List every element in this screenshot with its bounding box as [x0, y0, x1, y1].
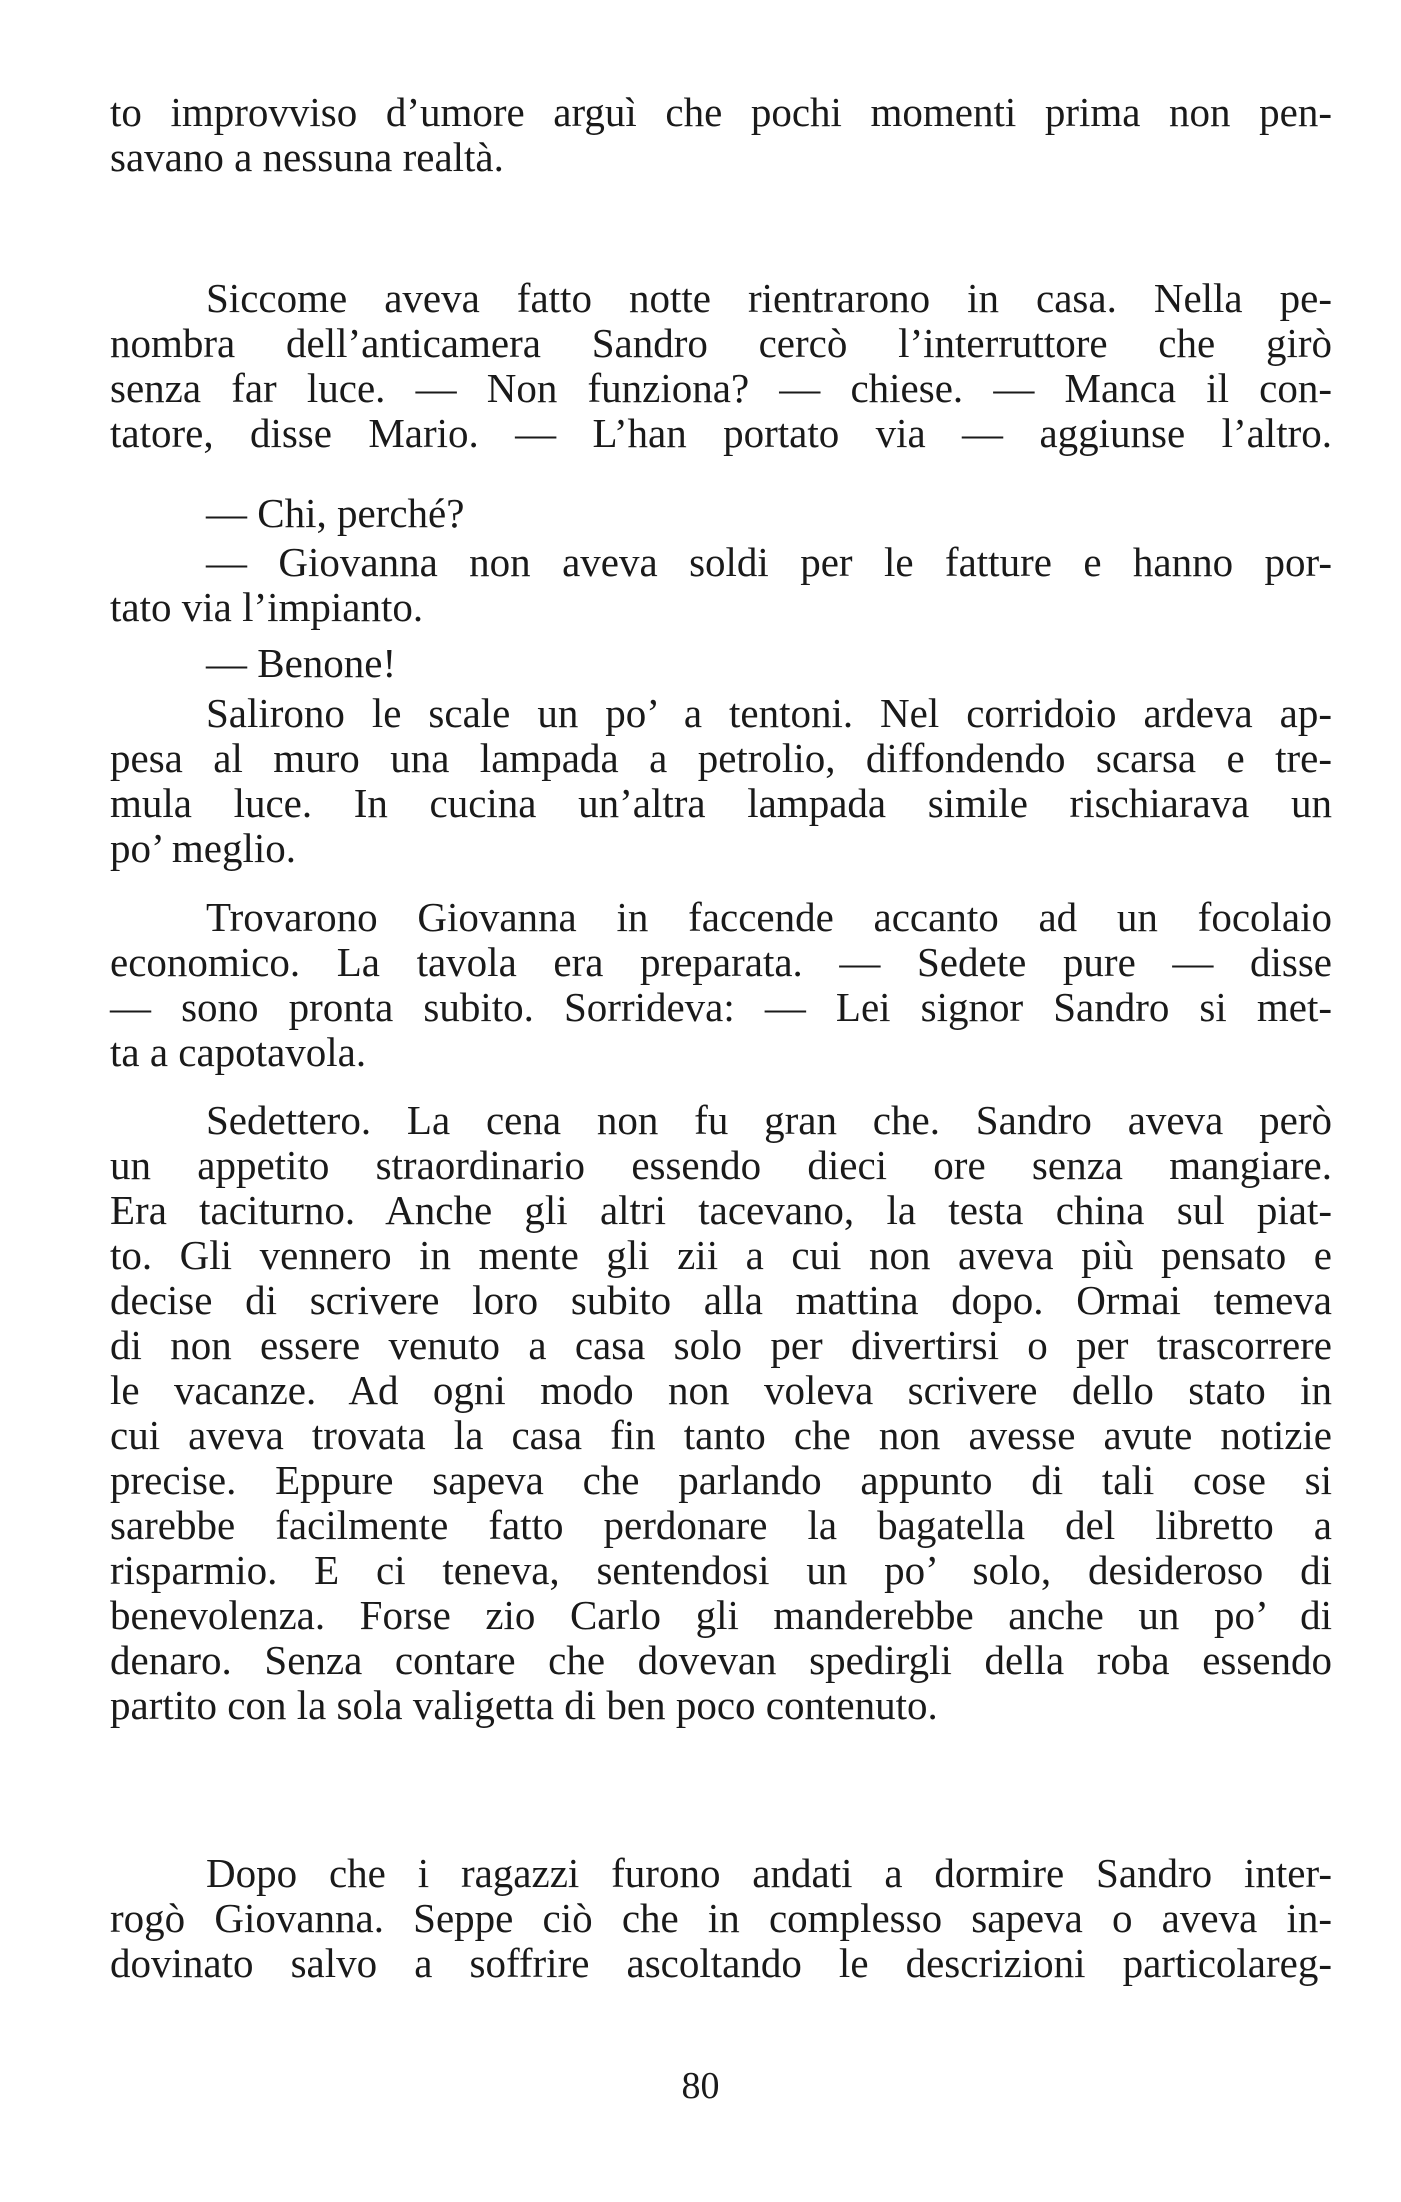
- text-line: tato via l’impianto.: [110, 584, 424, 630]
- paragraph: [110, 540, 1332, 630]
- text-line: un appetito straordinario essendo dieci ore senza mangiare.: [110, 1142, 1332, 1188]
- page-number: 80: [681, 2065, 720, 2107]
- text-line: — Benone!: [206, 640, 397, 686]
- text-line: cui aveva trovata la casa fin tanto che non avesse avute notizie: [110, 1412, 1332, 1458]
- paragraph: [110, 691, 1332, 871]
- text-line: — sono pronta subito. Sorrideva: — Lei signor Sandro si met-: [110, 984, 1332, 1030]
- text-line: — Chi, perché?: [206, 490, 465, 536]
- text-line: denaro. Senza contare che dovevan spedirgli della roba essendo: [110, 1637, 1332, 1683]
- paragraph: [110, 1098, 1332, 1728]
- paragraph: [110, 90, 1332, 180]
- text-line: decise di scrivere loro subito alla mattina dopo. Ormai temeva: [110, 1277, 1332, 1323]
- text-line: tatore, disse Mario. — L’han portato via — aggiunse l’altro.: [110, 410, 1332, 456]
- text-line: le vacanze. Ad ogni modo non voleva scrivere dello stato in: [110, 1367, 1332, 1413]
- text-line: to improvviso d’umore arguì che pochi momenti prima non pen-: [110, 89, 1332, 135]
- text-line: precise. Eppure sapeva che parlando appunto di tali cose si: [110, 1457, 1332, 1503]
- text-line: partito con la sola valigetta di ben poco contenuto.: [110, 1682, 938, 1728]
- text-line: Trovarono Giovanna in faccende accanto ad un focolaio: [206, 894, 1332, 940]
- text-line: economico. La tavola era preparata. — Sedete pure — disse: [110, 939, 1332, 985]
- text-line: to. Gli vennero in mente gli zii a cui non aveva più pensato e: [110, 1232, 1332, 1278]
- text-line: savano a nessuna realtà.: [110, 134, 504, 180]
- paragraph: [110, 491, 1332, 536]
- text-line: benevolenza. Forse zio Carlo gli manderebbe anche un po’ di: [110, 1592, 1332, 1638]
- text-line: — Giovanna non aveva soldi per le fatture e hanno por-: [206, 539, 1332, 585]
- text-line: rogò Giovanna. Seppe ciò che in complesso sapeva o aveva in-: [110, 1895, 1332, 1941]
- text-line: sarebbe facilmente fatto perdonare la bagatella del libretto a: [110, 1502, 1332, 1548]
- text-line: nombra dell’anticamera Sandro cercò l’interruttore che girò: [110, 320, 1332, 366]
- paragraph: [110, 641, 1332, 686]
- text-line: pesa al muro una lampada a petrolio, diffondendo scarsa e tre-: [110, 735, 1332, 781]
- text-line: dovinato salvo a soffrire ascoltando le descrizioni particolareg-: [110, 1940, 1332, 1986]
- text-line: senza far luce. — Non funziona? — chiese. — Manca il con-: [110, 365, 1332, 411]
- text-line: risparmio. E ci teneva, sentendosi un po’ solo, desideroso di: [110, 1547, 1332, 1593]
- text-line: di non essere venuto a casa solo per divertirsi o per trascorrere: [110, 1322, 1332, 1368]
- paragraph: [110, 1851, 1332, 1986]
- text-line: Sedettero. La cena non fu gran che. Sandro aveva però: [206, 1097, 1332, 1143]
- paragraph: [110, 895, 1332, 1075]
- text-line: Siccome aveva fatto notte rientrarono in casa. Nella pe-: [206, 275, 1332, 321]
- text-line: po’ meglio.: [110, 825, 296, 871]
- text-line: Dopo che i ragazzi furono andati a dormire Sandro inter-: [206, 1850, 1332, 1896]
- text-line: mula luce. In cucina un’altra lampada simile rischiarava un: [110, 780, 1332, 826]
- paragraph: [110, 276, 1332, 456]
- text-line: Era taciturno. Anche gli altri tacevano, la testa china sul piat-: [110, 1187, 1332, 1233]
- text-line: ta a capotavola.: [110, 1029, 367, 1075]
- text-line: Salirono le scale un po’ a tentoni. Nel corridoio ardeva ap-: [206, 690, 1332, 736]
